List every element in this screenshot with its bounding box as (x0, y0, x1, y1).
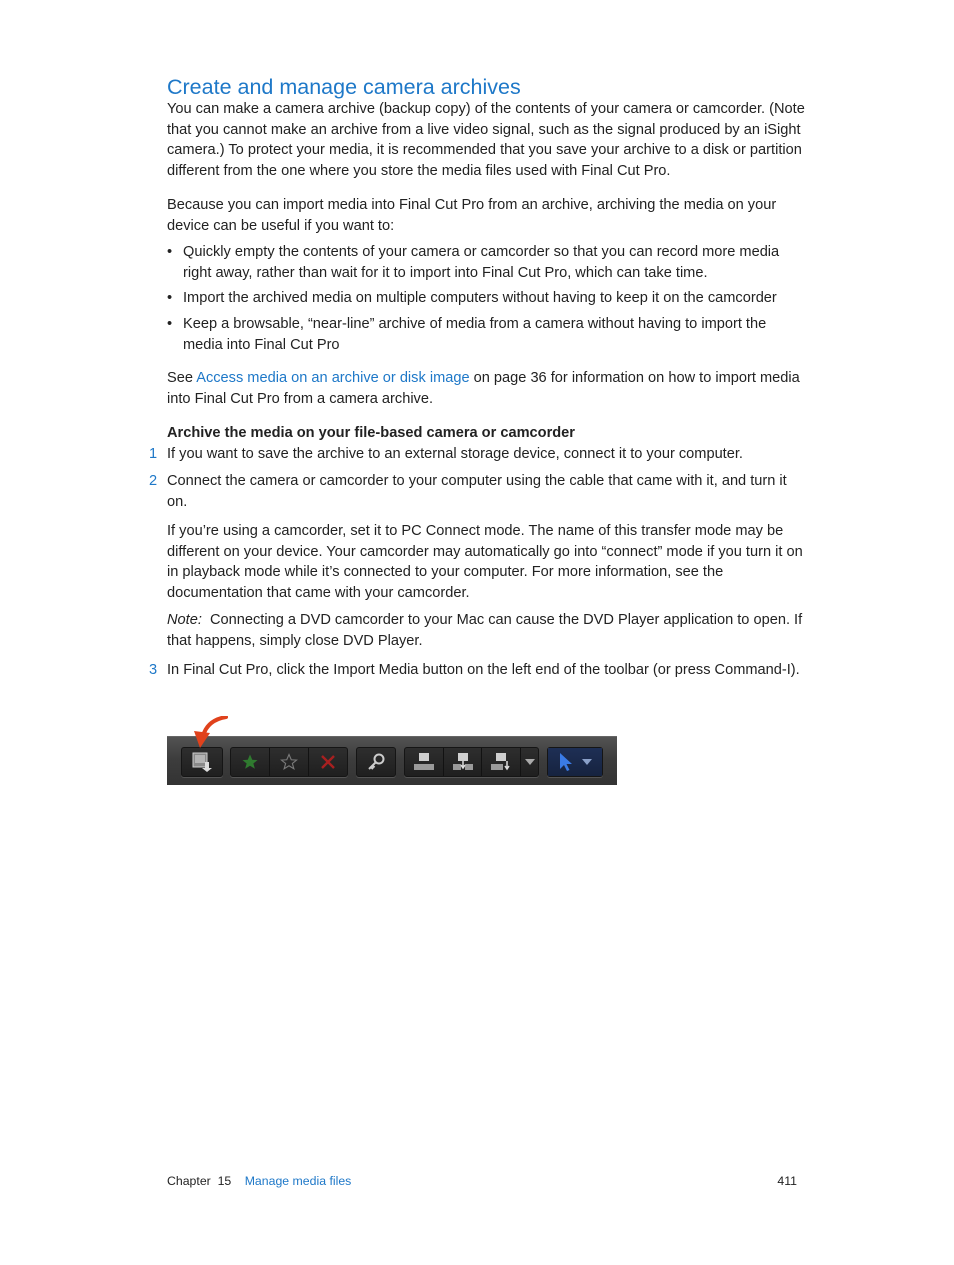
keyword-key-icon (366, 752, 386, 772)
select-tool-arrow-icon (557, 752, 575, 772)
append-clip-button[interactable] (482, 748, 521, 776)
toolbar-screenshot (167, 736, 617, 785)
bullet-symbol: • (167, 244, 173, 260)
import-media-button[interactable] (182, 748, 222, 776)
step-text: Connect the camera or camcorder to your computer using the cable that came with it, and turn it on. (167, 473, 787, 510)
unrate-star-icon (280, 753, 298, 771)
step-number: 1 (149, 446, 158, 462)
access-media-link[interactable]: Access media on an archive or disk image (196, 370, 470, 386)
step-detail-paragraph: If you’re using a camcorder, set it to PC Connect mode. The name of this transfer mode may be different on your device. Your camcorder may automatically go into “connect” mode if you turn it on in playback mode while it’s connected to your computer. For more information, see the documentation that came with your camcorder. (167, 523, 803, 602)
unrate-button[interactable] (270, 748, 309, 776)
edit-group (404, 747, 539, 777)
reject-x-icon (320, 754, 336, 770)
bullet-symbol: • (167, 290, 173, 306)
keyword-group (356, 747, 396, 777)
append-clip-icon (490, 752, 512, 772)
chapter-label: Chapter 15 (167, 1174, 232, 1188)
step-text: In Final Cut Pro, click the Import Media button on the left end of the toolbar (or press Command-I). (167, 662, 800, 678)
because-paragraph: Because you can import media into Final Cut Pro from an archive, archiving the media on your device can be useful if you want to: (167, 197, 777, 234)
connect-clip-button[interactable] (405, 748, 444, 776)
intro-paragraph: You can make a camera archive (backup copy) of the contents of your camera or camcorder. (Note that you cannot make an archive from a live video signal, such as the signal produced by an iSight camera.) To protect your media, it is recommended that you save your archive to a disk or partition different from the one where you store the media files used with Final Cut Pro. (167, 101, 805, 180)
rating-group (230, 747, 348, 777)
favorite-button[interactable] (231, 748, 270, 776)
import-group (181, 747, 223, 777)
note-paragraph (167, 610, 807, 651)
bullet-text: Keep a browsable, “near-line” archive of media from a camera without having to import the media into Final Cut Pro (183, 316, 767, 353)
note-label: Note: (167, 612, 202, 628)
page-number: 411 (777, 1174, 797, 1188)
see-also-paragraph (167, 368, 807, 409)
list-item (167, 288, 807, 309)
import-media-icon (191, 752, 213, 772)
step-text: If you want to save the archive to an external storage device, connect it to your computer. (167, 446, 743, 462)
callout-arrow-icon (192, 716, 232, 750)
page-title: Create and manage camera archives (167, 75, 521, 99)
edit-menu-button[interactable] (521, 748, 538, 776)
see-suffix: on page 36 for information on how to import media into Final Cut Pro from a camera archive. (167, 370, 800, 407)
insert-clip-icon (452, 752, 474, 772)
connect-clip-icon (413, 752, 435, 772)
tools-group (547, 747, 603, 777)
select-tool-button[interactable] (548, 748, 602, 776)
note-text: Connecting a DVD camcorder to your Mac can cause the DVD Player application to open. If that happens, simply close DVD Player. (167, 612, 803, 649)
step-number: 3 (149, 662, 158, 678)
task-heading: Archive the media on your file-based camera or camcorder (167, 425, 575, 441)
reject-button[interactable] (309, 748, 347, 776)
list-item (167, 314, 807, 356)
tool-menu-chevron-icon (581, 758, 593, 766)
see-prefix: See (167, 370, 197, 386)
bullet-text: Quickly empty the contents of your camera or camcorder so that you can record more media right away, rather than wait for it to import into Final Cut Pro, which can take time. (183, 244, 780, 281)
list-item (167, 242, 807, 284)
chapter-link[interactable]: Manage media files (244, 1174, 352, 1188)
bullet-symbol: • (167, 316, 173, 332)
step-number: 2 (149, 473, 158, 489)
keyword-editor-button[interactable] (357, 748, 395, 776)
insert-clip-button[interactable] (444, 748, 483, 776)
bullet-text: Import the archived media on multiple computers without having to keep it on the camcorder (183, 290, 777, 306)
edit-menu-chevron-icon (525, 758, 535, 766)
footer-chapter (167, 1172, 351, 1190)
favorite-star-icon (241, 753, 259, 771)
